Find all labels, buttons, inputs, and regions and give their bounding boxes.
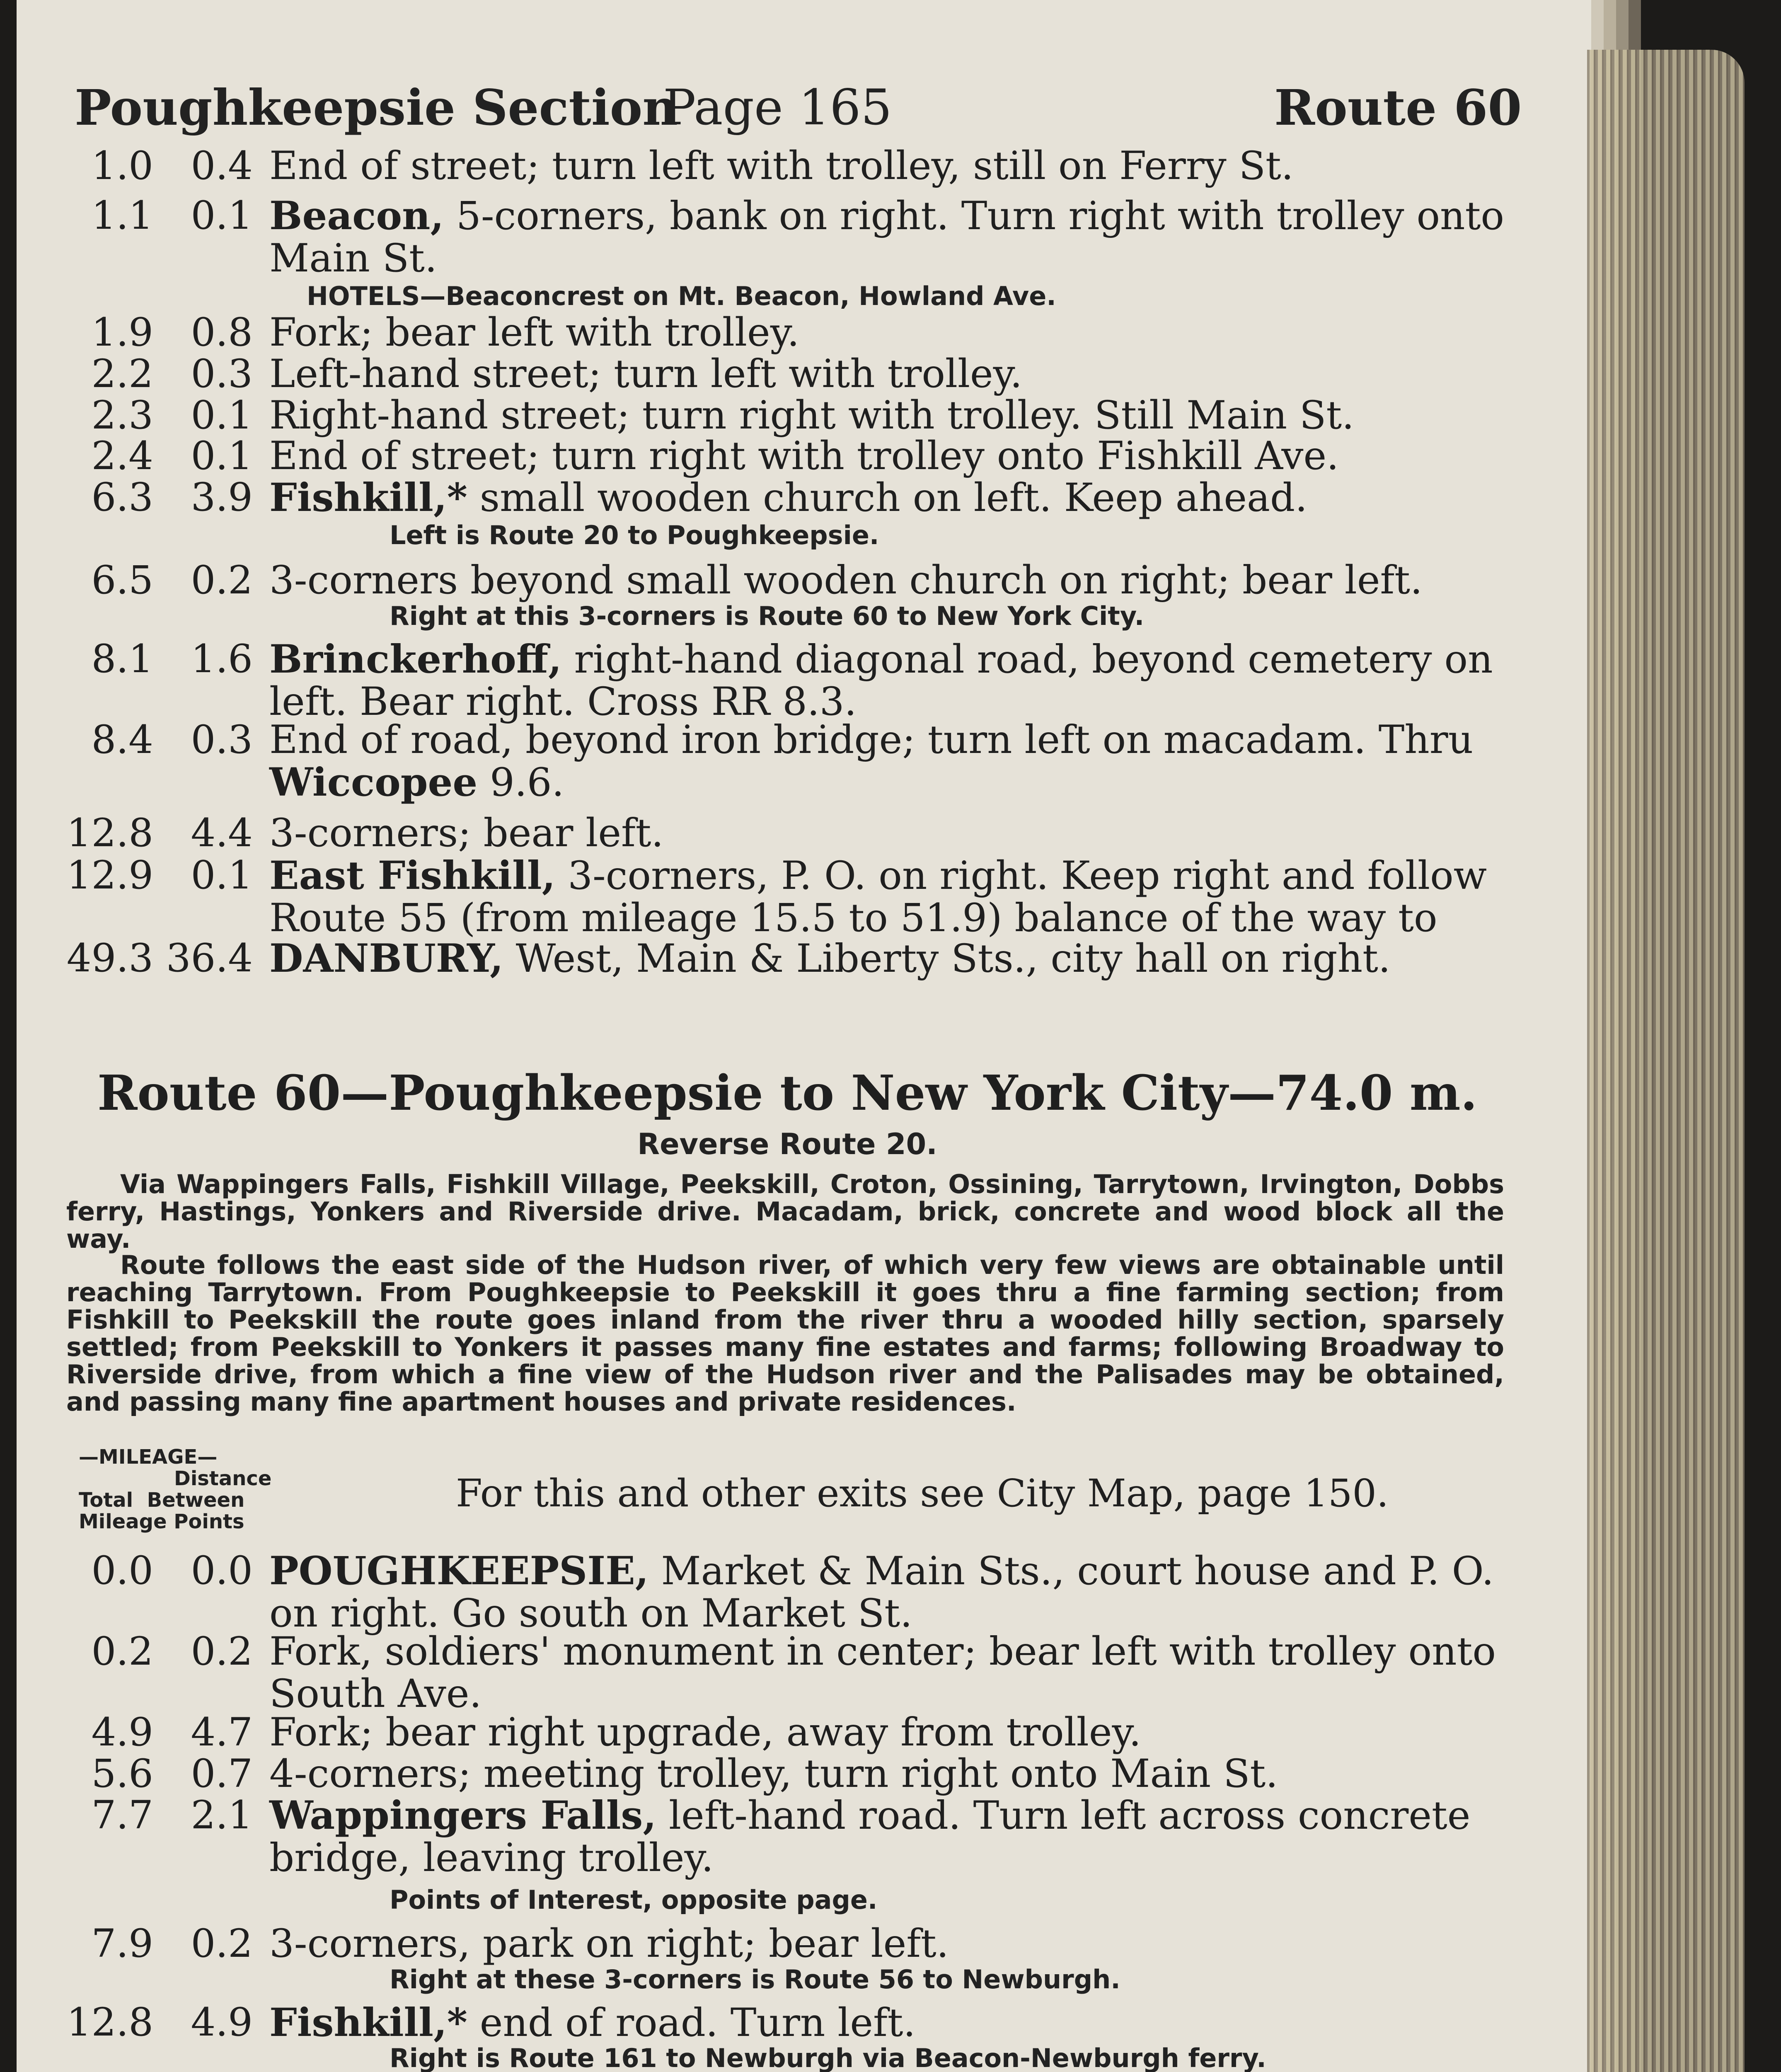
route-label: Route 60 — [1274, 79, 1522, 136]
route-instruction: 3-corners; bear left. — [269, 811, 664, 856]
distance-between: 4.9 — [191, 2000, 253, 2045]
total-mileage: 0.2 — [91, 1629, 153, 1674]
section-title: Poughkeepsie Section — [75, 79, 678, 136]
route-instruction: Fishkill,* small wooden church on left. Keep ahead. — [269, 475, 1308, 520]
route-instruction: Fishkill,* end of road. Turn left. — [269, 2000, 916, 2045]
distance-between: 0.4 — [191, 143, 253, 189]
total-mileage: 2.3 — [91, 393, 153, 438]
route-instruction: End of street; turn left with trolley, still on Ferry St. — [269, 143, 1294, 189]
total-mileage: 5.6 — [91, 1751, 153, 1796]
total-mileage: 4.9 — [91, 1710, 153, 1755]
distance-between: 0.2 — [191, 1629, 253, 1674]
route161-note: Right is Route 161 to Newburgh via Beacon-Newburgh ferry. — [390, 2043, 1266, 2072]
route-instruction: East Fishkill, 3-corners, P. O. on right. Keep right and follow Route 55 (from mileage 15.5 to 51.9) balance of the way to — [269, 853, 1487, 941]
route-instruction: Brinckerhoff, right-hand diagonal road, beyond cemetery on left. Bear right. Cross RR 8.3. — [269, 637, 1493, 724]
distance-between: 0.8 — [191, 310, 253, 355]
route-instruction: POUGHKEEPSIE, Market & Main Sts., court house and P. O. on right. Go south on Market St. — [269, 1548, 1494, 1636]
mileage-key — [79, 1445, 272, 1533]
distance-between: 3.9 — [191, 475, 253, 520]
total-mileage: 8.1 — [91, 637, 153, 682]
route56-note: Right at these 3-corners is Route 56 to Newburgh. — [390, 1964, 1120, 1995]
distance-between: 0.1 — [191, 853, 253, 898]
distance-between: 0.0 — [191, 1548, 253, 1593]
distance-between: 0.2 — [191, 1921, 253, 1966]
city-map-note: For this and other exits see City Map, page 150. — [456, 1471, 1389, 1515]
route-instruction: 3-corners beyond small wooden church on right; bear left. — [269, 558, 1423, 603]
route-instruction: 4-corners; meeting trolley, turn right onto Main St. — [269, 1751, 1278, 1796]
route-instruction: End of road, beyond iron bridge; turn left on macadam. Thru Wiccopee 9.6. — [269, 717, 1474, 805]
between-label: Between — [147, 1489, 245, 1512]
total-mileage: 6.5 — [91, 558, 153, 603]
total-mileage: 12.9 — [66, 853, 153, 898]
distance-label: Distance — [174, 1467, 272, 1490]
distance-between: 36.4 — [166, 936, 253, 981]
page-edges — [1587, 50, 1745, 2072]
total-mileage: 12.8 — [66, 811, 153, 856]
page-number: Page 165 — [663, 79, 892, 136]
poi-opposite-note: Points of Interest, opposite page. — [390, 1885, 878, 1915]
total-mileage: 49.3 — [66, 936, 153, 981]
book-page — [17, 0, 1591, 2072]
total-mileage: 1.1 — [91, 193, 153, 238]
total-mileage: 2.4 — [91, 433, 153, 479]
route-instruction: End of street; turn right with trolley onto Fishkill Ave. — [269, 433, 1339, 479]
right-route60-note: Right at this 3-corners is Route 60 to New York City. — [390, 601, 1145, 631]
route-instruction: Fork, soldiers' monument in center; bear left with trolley onto South Ave. — [269, 1629, 1496, 1716]
hotels-beacon-note: HOTELS—Beaconcrest on Mt. Beacon, Howland Ave. — [307, 281, 1056, 311]
total-mileage: 7.9 — [91, 1921, 153, 1966]
total-mileage: 1.9 — [91, 310, 153, 355]
route-instruction: Right-hand street; turn right with trolley. Still Main St. — [269, 393, 1355, 438]
distance-between: 1.6 — [191, 637, 253, 682]
distance-between: 0.1 — [191, 393, 253, 438]
distance-between: 2.1 — [191, 1793, 253, 1838]
route-title: Route 60—Poughkeepsie to New York City—74.0 m. — [97, 1065, 1477, 1121]
route-instruction: Fork; bear right upgrade, away from trolley. — [269, 1710, 1141, 1755]
route-instruction: Left-hand street; turn left with trolley. — [269, 351, 1023, 397]
intro-via: Via Wappingers Falls, Fishkill Village, Peekskill, Croton, Ossining, Tarrytown, Irvington, Dobbs ferry, Hastings, Yonkers and Riverside drive. Macadam, brick, concrete and wood block all the way. — [66, 1169, 1504, 1254]
total-mileage: 1.0 — [91, 143, 153, 189]
distance-between: 0.3 — [191, 351, 253, 397]
mileage-label: —MILEAGE— — [79, 1445, 218, 1469]
distance-between: 4.4 — [191, 811, 253, 856]
route-instruction: Fork; bear left with trolley. — [269, 310, 800, 355]
distance-between: 0.2 — [191, 558, 253, 603]
route-instruction: Beacon, 5-corners, bank on right. Turn right with trolley onto Main St. — [269, 193, 1504, 281]
route-instruction: Wappingers Falls, left-hand road. Turn left across concrete bridge, leaving trolley. — [269, 1793, 1471, 1881]
mileage-points-label: Mileage Points — [79, 1510, 244, 1533]
reverse-route: Reverse Route 20. — [637, 1127, 937, 1161]
total-mileage: 0.0 — [91, 1548, 153, 1593]
distance-between: 4.7 — [191, 1710, 253, 1755]
distance-between: 0.7 — [191, 1751, 253, 1796]
distance-between: 0.3 — [191, 717, 253, 762]
total-mileage: 8.4 — [91, 717, 153, 762]
route-instruction: DANBURY, West, Main & Liberty Sts., city hall on right. — [269, 936, 1391, 981]
distance-between: 0.1 — [191, 433, 253, 479]
total-label: Total — [79, 1489, 133, 1512]
route-instruction: 3-corners, park on right; bear left. — [269, 1921, 949, 1966]
total-mileage: 12.8 — [66, 2000, 153, 2045]
distance-between: 0.1 — [191, 193, 253, 238]
total-mileage: 6.3 — [91, 475, 153, 520]
total-mileage: 2.2 — [91, 351, 153, 397]
intro-description: Route follows the east side of the Hudson river, of which very few views are obtainable until reaching Tarrytown. From Poughkeepsie to Peekskill it goes thru a fine farming section; from Fishkill to Peekskill the route goes inland from the river thru a wooded hilly section, sparsely settled; from Peekskill to Yonkers it passes many fine estates and farms; following Broadway to Riverside drive, from which a fine view of the Hudson river and the Palisades may be obtained, and passing many fine apartment houses and private residences. — [66, 1250, 1504, 1417]
left-route20-note: Left is Route 20 to Poughkeepsie. — [390, 520, 879, 550]
total-mileage: 7.7 — [91, 1793, 153, 1838]
